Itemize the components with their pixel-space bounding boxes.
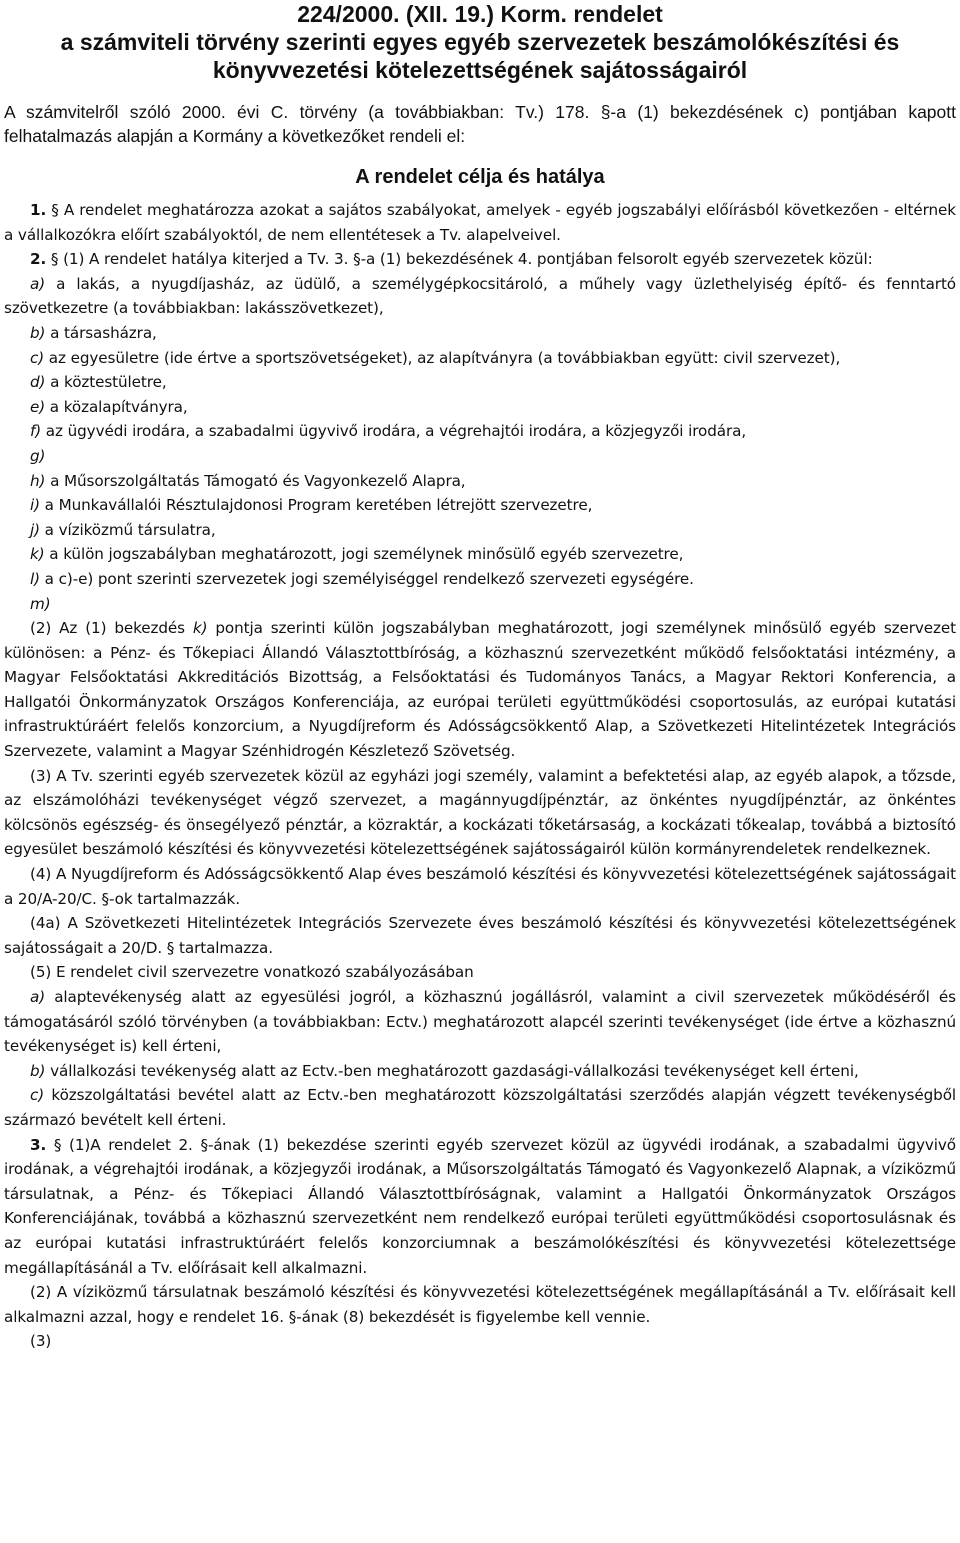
list-item [4, 419, 956, 444]
item-text: a külön jogszabályban meghatározott, jogi személynek minősülő egyéb szervezetre, [44, 545, 684, 564]
item-label: c) [30, 1086, 45, 1105]
paragraph-text: § (1)A rendelet 2. §-ának (1) bekezdése szerinti egyéb szervezet közül az ügyvédi irodának, a szabadalmi ügyvivő irodának, a végrehajtói irodának, a közjegyzői irodának, a Műsorszolgáltatás Támogató és Vagyonkezelő Alapnak, a víziközmű társulatnak, a Pénz- és Tőkepiaci Állandó Választottbíróságnak, valamint a Hallgatói Önkormányzatok Országos Konferenciájának, továbbá a közhasznú szervezetként nem rendelkező európai területi együttműködési csoportosulásnak és az európai kutatási infrastruktúráért felelős konzorciumnak a beszámolókészítési és könyvvezetési kötelezettsége megállapításánál a Tv. előírásait kell alkalmazni. [4, 1135, 956, 1277]
subsection-3: (3) A Tv. szerinti egyéb szervezetek közül az egyházi jogi személy, valamint a befektetési alap, az egyéb alapok, a tőzsde, az elszámolóházi tevékenységet végző szervezet, a magánnyugdíjpénztár, az önkéntes nyugdíjpénztár, az önkéntes kölcsönös egészség- és önsegélyező pénztár, a közraktár, a kockázati tőketársaság, a kockázati tőkealap, továbbá a biztosító egyesület beszámoló készítési és könyvvezetési kötelezettségének sajátosságairól külön kormányrendeletek rendelkeznek. [4, 766, 956, 859]
title-line-2: a számviteli törvény szerinti egyes egyéb szervezetek beszámolókészítési és [60, 29, 900, 55]
item-text: a c)-e) pont szerinti szervezetek jogi személyiséggel rendelkező szervezeti egységére. [39, 569, 694, 588]
item-label: c) [30, 348, 45, 367]
item-label: b) [30, 1061, 46, 1080]
text-fragment: pontja szerinti külön jogszabályban meghatározott, jogi személynek minősülő egyéb szervezet különösen: a Pénz- és Tőkepiaci Állandó Választottbíróság, a közhasznú szervezetként működő felsőoktatási intézmény, a Magyar Felsőoktatási Akkreditációs Bizottság, a Felsőoktatási és Tudományos Tanács, a Magyar Rektori Konferencia, a Hallgatói Önkormányzatok Országos Konferenciája, az európai területi együttműködési csoportosulás, az európai kutatási infrastruktúráért felelős konzorcium, a Nyugdíjreform és Adósságcsökkentő Alap, a Szövetkezeti Hitelintézetek Integrációs Szervezete, valamint a Magyar Szénhidrogén Készletező Szövetség. [4, 619, 956, 761]
paragraph-1 [4, 198, 956, 247]
item-label: k) [30, 545, 45, 564]
paragraph-2 [4, 247, 956, 272]
paragraph-number: 2. [30, 250, 47, 269]
item-text: az ügyvédi irodára, a szabadalmi ügyvivő irodára, a végrehajtói irodára, a közjegyzői irodára, [41, 422, 747, 441]
item-label: a) [30, 274, 46, 293]
item-text: alaptevékenység alatt az egyesülési jogról, a közhasznú jogállásról, valamint a civil szervezetek működéséről és támogatásáról szóló törvényben (a továbbiakban: Ectv.) meghatározott alapcél szerinti tevékenységet (ide értve a közhasznú tevékenységet is) kell érteni, [4, 988, 956, 1056]
paragraph-3-subsection-2: (2) A víziközmű társulatnak beszámoló készítési és könyvvezetési kötelezettségének megállapításánál a Tv. előírásait kell alkalmazni azzal, hogy e rendelet 16. §-ának (8) bekezdését is figyelembe kell vennie. [4, 1283, 956, 1326]
item-label: e) [30, 397, 46, 416]
section-heading: A rendelet célja és hatálya [355, 166, 605, 188]
item-text: a Munkavállalói Résztulajdonosi Program keretében létrejött szervezetre, [39, 496, 593, 515]
item-label: g) [30, 446, 46, 465]
list-item [4, 567, 956, 592]
paragraph-3 [4, 1133, 956, 1281]
list-item [4, 444, 956, 469]
title-line-3: könyvvezetési kötelezettségének sajátosságairól [212, 57, 748, 83]
item-label: h) [30, 471, 46, 490]
subsection-4a: (4a) A Szövetkezeti Hitelintézetek Integrációs Szervezete éves beszámoló készítési és könyvvezetési kötelezettségének sajátosságait a 20/D. § tartalmazza. [4, 914, 956, 957]
item-text: a közalapítványra, [45, 397, 188, 416]
item-label: d) [30, 373, 46, 392]
item-text: a Műsorszolgáltatás Támogató és Vagyonkezelő Alapra, [45, 471, 466, 490]
list-item [4, 493, 956, 518]
document-body [4, 198, 956, 1354]
item-label: b) [30, 323, 46, 342]
subsection-5c [4, 1083, 956, 1132]
list-item [4, 542, 956, 567]
subsection-5b [4, 1059, 956, 1084]
document-title [4, 0, 956, 84]
item-text: a társasházra, [45, 323, 157, 342]
list-item [4, 518, 956, 543]
paragraph-number: 1. [30, 201, 47, 219]
list-item [4, 469, 956, 494]
item-text: a köztestületre, [45, 373, 167, 392]
item-label: f) [30, 422, 42, 441]
list-item [4, 321, 956, 346]
item-text: vállalkozási tevékenység alatt az Ectv.-ben meghatározott gazdasági-vállalkozási tevékenységet kell érteni, [45, 1061, 859, 1080]
item-label: m) [30, 594, 51, 613]
paragraph-number: 3. [30, 1135, 47, 1154]
intro-paragraph: A számvitelről szóló 2000. évi C. törvény (a továbbiakban: Tv.) 178. §-a (1) bekezdésének c) pontjában kapott felhatalmazás alapján a Kormány a következőket rendeli el: [4, 102, 956, 146]
subsection-2 [4, 616, 956, 764]
subsection-4: (4) A Nyugdíjreform és Adósságcsökkentő Alap éves beszámoló készítési és könyvvezetési kötelezettségének sajátosságait a 20/A-20/C. §-ok tartalmazzák. [4, 865, 956, 908]
list-item [4, 370, 956, 395]
subsection-5: (5) E rendelet civil szervezetre vonatkozó szabályozásában [30, 963, 474, 982]
text-fragment: (2) Az (1) bekezdés [30, 619, 193, 638]
title-line-1: 224/2000. (XII. 19.) Korm. rendelet [297, 1, 663, 27]
list-item [4, 592, 956, 617]
item-label: a) [30, 988, 46, 1006]
item-label: i) [30, 496, 40, 515]
list-item [4, 272, 956, 321]
paragraph-text: § A rendelet meghatározza azokat a sajátos szabályokat, amelyek - egyéb jogszabályi előírásból következően - eltérnek a vállalkozókra előírt szabályoktól, de nem ellentétesek a Tv. alapelveivel. [4, 201, 956, 244]
list-item [4, 346, 956, 371]
item-label: l) [30, 569, 40, 588]
item-text: a lakás, a nyugdíjasház, az üdülő, a személygépkocsitároló, a műhely vagy üzlethelyiség építő- és fenntartó szövetkezetre (a továbbiakban: lakásszövetkezet), [4, 274, 956, 318]
item-label: k) [192, 619, 208, 638]
item-label: j) [30, 520, 40, 539]
paragraph-3-subsection-3: (3) [30, 1332, 52, 1351]
list-item [4, 395, 956, 420]
paragraph-text: § (1) A rendelet hatálya kiterjed a Tv. 3. §-a (1) bekezdésének 4. pontjában felsorolt egyéb szervezetek közül: [46, 250, 873, 269]
item-text: az egyesületre (ide értve a sportszövetségeket), az alapítványra (a továbbiakban együtt: civil szervezet), [44, 348, 841, 367]
item-text: közszolgáltatási bevétel alatt az Ectv.-ben meghatározott közszolgáltatási szerződés alapján végzett tevékenységből származó bevételt kell érteni. [4, 1086, 956, 1129]
subsection-5a [4, 985, 956, 1059]
item-text: a víziközmű társulatra, [39, 520, 216, 539]
